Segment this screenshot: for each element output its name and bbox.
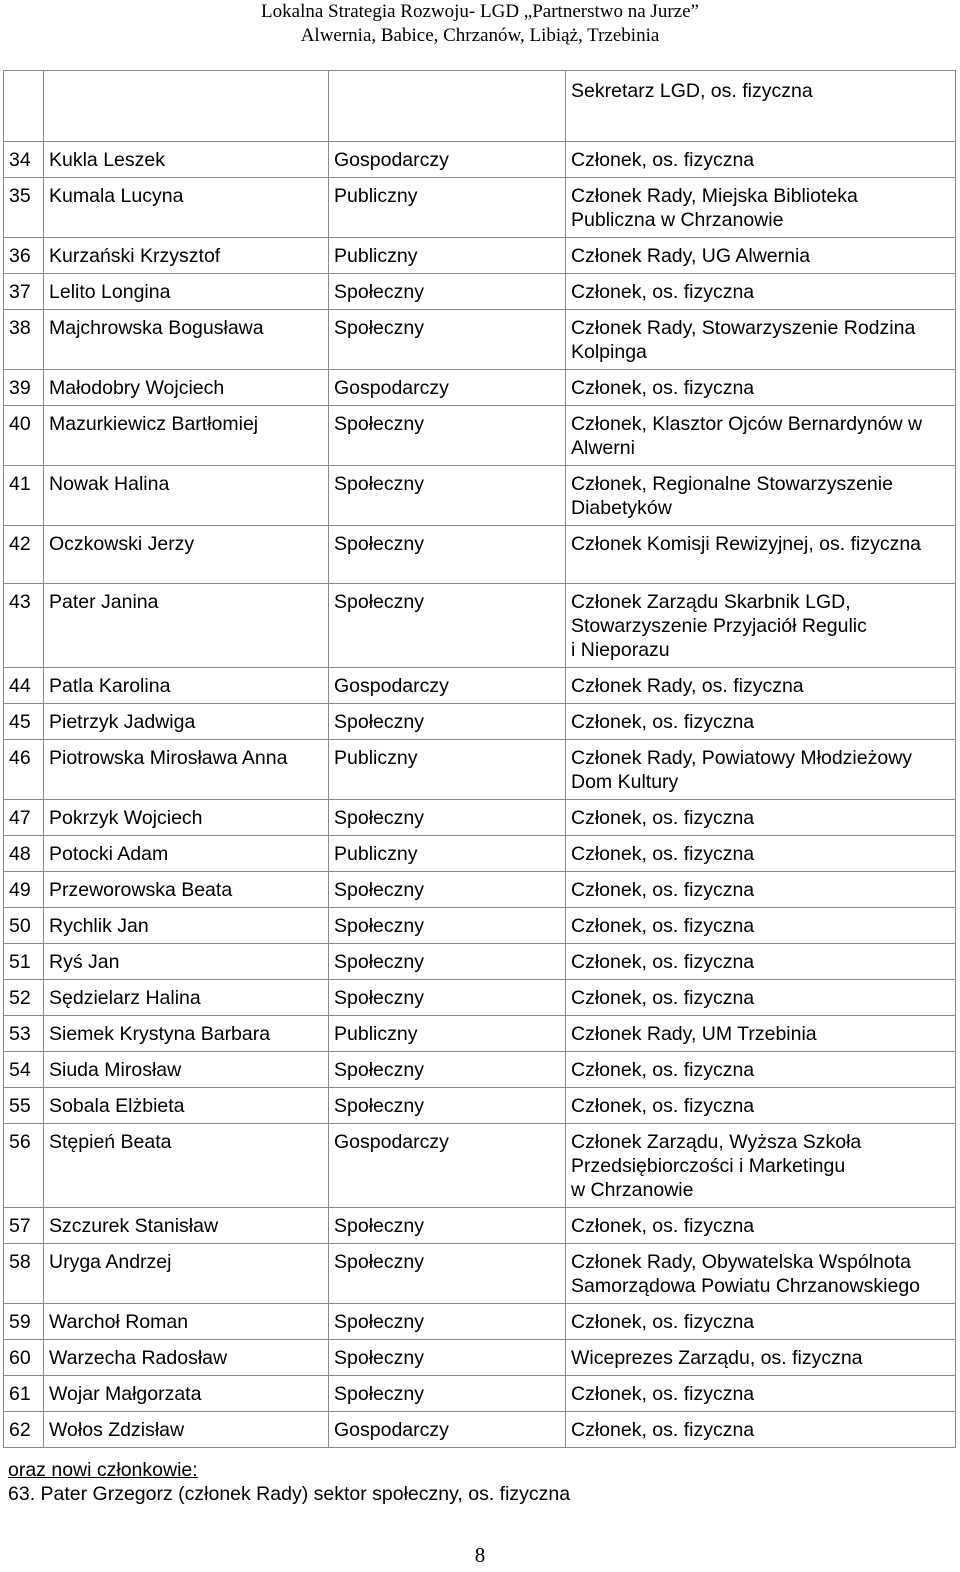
members-table xyxy=(3,70,956,1448)
member-name xyxy=(44,71,329,142)
member-number: 49 xyxy=(4,872,44,908)
member-number: 41 xyxy=(4,466,44,526)
member-role: Członek Rady, Miejska Biblioteka Publiczna w Chrzanowie xyxy=(566,178,956,238)
member-number: 35 xyxy=(4,178,44,238)
table-row xyxy=(4,584,956,668)
member-sector: Społeczny xyxy=(329,704,566,740)
member-sector: Społeczny xyxy=(329,526,566,584)
member-number: 56 xyxy=(4,1124,44,1208)
members-table-body xyxy=(4,71,956,1448)
member-number: 46 xyxy=(4,740,44,800)
member-name: Małodobry Wojciech xyxy=(44,370,329,406)
member-name: Kukla Leszek xyxy=(44,142,329,178)
member-name: Piotrowska Mirosława Anna xyxy=(44,740,329,800)
member-name: Kumala Lucyna xyxy=(44,178,329,238)
member-sector: Publiczny xyxy=(329,238,566,274)
member-role: Członek, os. fizyczna xyxy=(566,800,956,836)
member-sector: Społeczny xyxy=(329,908,566,944)
member-number: 40 xyxy=(4,406,44,466)
member-sector: Społeczny xyxy=(329,1304,566,1340)
table-row xyxy=(4,836,956,872)
table-row xyxy=(4,526,956,584)
member-role: Członek, os. fizyczna xyxy=(566,872,956,908)
table-row xyxy=(4,238,956,274)
table-row xyxy=(4,1340,956,1376)
member-name: Patla Karolina xyxy=(44,668,329,704)
member-role: Członek, os. fizyczna xyxy=(566,1052,956,1088)
member-name: Oczkowski Jerzy xyxy=(44,526,329,584)
new-members-title: oraz nowi członkowie: xyxy=(8,1459,198,1481)
member-sector: Społeczny xyxy=(329,274,566,310)
member-sector: Publiczny xyxy=(329,1016,566,1052)
member-number: 60 xyxy=(4,1340,44,1376)
page-number: 8 xyxy=(474,1543,486,1567)
table-row xyxy=(4,944,956,980)
new-member-entry: 63. Pater Grzegorz (członek Rady) sektor społeczny, os. fizyczna xyxy=(8,1483,571,1505)
member-sector: Gospodarczy xyxy=(329,142,566,178)
member-sector: Publiczny xyxy=(329,740,566,800)
member-name: Nowak Halina xyxy=(44,466,329,526)
table-row xyxy=(4,1376,956,1412)
member-role: Członek, os. fizyczna xyxy=(566,704,956,740)
member-name: Stępień Beata xyxy=(44,1124,329,1208)
table-row xyxy=(4,310,956,370)
member-sector: Społeczny xyxy=(329,1244,566,1304)
member-number xyxy=(4,71,44,142)
member-role: Członek, os. fizyczna xyxy=(566,1088,956,1124)
member-number: 51 xyxy=(4,944,44,980)
member-sector: Gospodarczy xyxy=(329,1412,566,1448)
member-role: Członek, os. fizyczna xyxy=(566,1412,956,1448)
member-role: Członek, os. fizyczna xyxy=(566,1376,956,1412)
table-row xyxy=(4,1208,956,1244)
member-number: 44 xyxy=(4,668,44,704)
member-role: Członek, os. fizyczna xyxy=(566,274,956,310)
member-name: Wojar Małgorzata xyxy=(44,1376,329,1412)
member-number: 57 xyxy=(4,1208,44,1244)
member-role: Członek Rady, UG Alwernia xyxy=(566,238,956,274)
member-role: Członek, os. fizyczna xyxy=(566,370,956,406)
member-name: Majchrowska Bogusława xyxy=(44,310,329,370)
member-number: 42 xyxy=(4,526,44,584)
member-role: Członek, os. fizyczna xyxy=(566,1304,956,1340)
member-sector: Gospodarczy xyxy=(329,1124,566,1208)
member-name: Pokrzyk Wojciech xyxy=(44,800,329,836)
member-number: 36 xyxy=(4,238,44,274)
member-number: 43 xyxy=(4,584,44,668)
member-sector xyxy=(329,71,566,142)
member-name: Wołos Zdzisław xyxy=(44,1412,329,1448)
member-name: Rychlik Jan xyxy=(44,908,329,944)
table-row xyxy=(4,1088,956,1124)
member-sector: Społeczny xyxy=(329,1208,566,1244)
member-sector: Społeczny xyxy=(329,980,566,1016)
member-role: Członek Rady, os. fizyczna xyxy=(566,668,956,704)
member-number: 52 xyxy=(4,980,44,1016)
member-sector: Społeczny xyxy=(329,1376,566,1412)
table-row xyxy=(4,668,956,704)
member-sector: Gospodarczy xyxy=(329,370,566,406)
member-sector: Publiczny xyxy=(329,836,566,872)
member-role: Członek, os. fizyczna xyxy=(566,1208,956,1244)
member-number: 61 xyxy=(4,1376,44,1412)
new-members-section xyxy=(8,1458,570,1506)
member-role: Członek, os. fizyczna xyxy=(566,142,956,178)
table-row xyxy=(4,370,956,406)
member-sector: Społeczny xyxy=(329,944,566,980)
table-row xyxy=(4,1016,956,1052)
header-title: Lokalna Strategia Rozwoju- LGD „Partnerstwo na Jurze” xyxy=(261,1,699,22)
member-sector: Społeczny xyxy=(329,800,566,836)
table-row xyxy=(4,1124,956,1208)
member-name: Pietrzyk Jadwiga xyxy=(44,704,329,740)
member-number: 54 xyxy=(4,1052,44,1088)
member-sector: Społeczny xyxy=(329,310,566,370)
member-name: Warchoł Roman xyxy=(44,1304,329,1340)
member-number: 45 xyxy=(4,704,44,740)
member-number: 39 xyxy=(4,370,44,406)
member-name: Siemek Krystyna Barbara xyxy=(44,1016,329,1052)
member-name: Siuda Mirosław xyxy=(44,1052,329,1088)
member-role: Członek Komisji Rewizyjnej, os. fizyczna xyxy=(566,526,956,584)
table-row xyxy=(4,1412,956,1448)
member-role: Wiceprezes Zarządu, os. fizyczna xyxy=(566,1340,956,1376)
member-role: Członek Rady, Stowarzyszenie Rodzina Kolpinga xyxy=(566,310,956,370)
member-sector: Gospodarczy xyxy=(329,668,566,704)
member-role: Członek, os. fizyczna xyxy=(566,836,956,872)
member-role: Członek Zarządu Skarbnik LGD, Stowarzyszenie Przyjaciół Regulic i Nieporazu xyxy=(566,584,956,668)
member-name: Pater Janina xyxy=(44,584,329,668)
member-number: 48 xyxy=(4,836,44,872)
table-row xyxy=(4,274,956,310)
table-row xyxy=(4,71,956,142)
member-number: 55 xyxy=(4,1088,44,1124)
table-row xyxy=(4,1244,956,1304)
member-role: Członek Rady, Powiatowy Młodzieżowy Dom Kultury xyxy=(566,740,956,800)
table-row xyxy=(4,908,956,944)
member-name: Ryś Jan xyxy=(44,944,329,980)
member-sector: Społeczny xyxy=(329,466,566,526)
member-sector: Społeczny xyxy=(329,406,566,466)
member-name: Szczurek Stanisław xyxy=(44,1208,329,1244)
member-name: Przeworowska Beata xyxy=(44,872,329,908)
member-name: Potocki Adam xyxy=(44,836,329,872)
table-row xyxy=(4,980,956,1016)
member-number: 37 xyxy=(4,274,44,310)
table-row xyxy=(4,178,956,238)
table-row xyxy=(4,740,956,800)
member-role: Członek Zarządu, Wyższa Szkoła Przedsiębiorczości i Marketingu w Chrzanowie xyxy=(566,1124,956,1208)
table-row xyxy=(4,704,956,740)
member-name: Warzecha Radosław xyxy=(44,1340,329,1376)
page-header xyxy=(0,0,960,48)
member-sector: Społeczny xyxy=(329,872,566,908)
table-row xyxy=(4,872,956,908)
member-name: Uryga Andrzej xyxy=(44,1244,329,1304)
member-role: Członek, os. fizyczna xyxy=(566,908,956,944)
member-name: Sędzielarz Halina xyxy=(44,980,329,1016)
member-name: Kurzański Krzysztof xyxy=(44,238,329,274)
table-row xyxy=(4,466,956,526)
header-subtitle: Alwernia, Babice, Chrzanów, Libiąż, Trzebinia xyxy=(300,25,660,46)
member-sector: Publiczny xyxy=(329,178,566,238)
member-number: 58 xyxy=(4,1244,44,1304)
member-role: Sekretarz LGD, os. fizyczna xyxy=(566,71,956,142)
member-role: Członek, os. fizyczna xyxy=(566,980,956,1016)
member-role: Członek, os. fizyczna xyxy=(566,944,956,980)
table-row xyxy=(4,800,956,836)
member-sector: Społeczny xyxy=(329,1052,566,1088)
table-row xyxy=(4,1052,956,1088)
member-role: Członek Rady, UM Trzebinia xyxy=(566,1016,956,1052)
member-sector: Społeczny xyxy=(329,584,566,668)
member-name: Sobala Elżbieta xyxy=(44,1088,329,1124)
member-name: Lelito Longina xyxy=(44,274,329,310)
member-number: 53 xyxy=(4,1016,44,1052)
member-role: Członek, Regionalne Stowarzyszenie Diabetyków xyxy=(566,466,956,526)
member-number: 50 xyxy=(4,908,44,944)
table-row xyxy=(4,142,956,178)
member-name: Mazurkiewicz Bartłomiej xyxy=(44,406,329,466)
member-number: 59 xyxy=(4,1304,44,1340)
member-number: 34 xyxy=(4,142,44,178)
member-number: 47 xyxy=(4,800,44,836)
table-row xyxy=(4,406,956,466)
member-role: Członek, Klasztor Ojców Bernardynów w Alwerni xyxy=(566,406,956,466)
table-row xyxy=(4,1304,956,1340)
member-sector: Społeczny xyxy=(329,1340,566,1376)
member-sector: Społeczny xyxy=(329,1088,566,1124)
member-role: Członek Rady, Obywatelska Wspólnota Samorządowa Powiatu Chrzanowskiego xyxy=(566,1244,956,1304)
member-number: 62 xyxy=(4,1412,44,1448)
member-number: 38 xyxy=(4,310,44,370)
